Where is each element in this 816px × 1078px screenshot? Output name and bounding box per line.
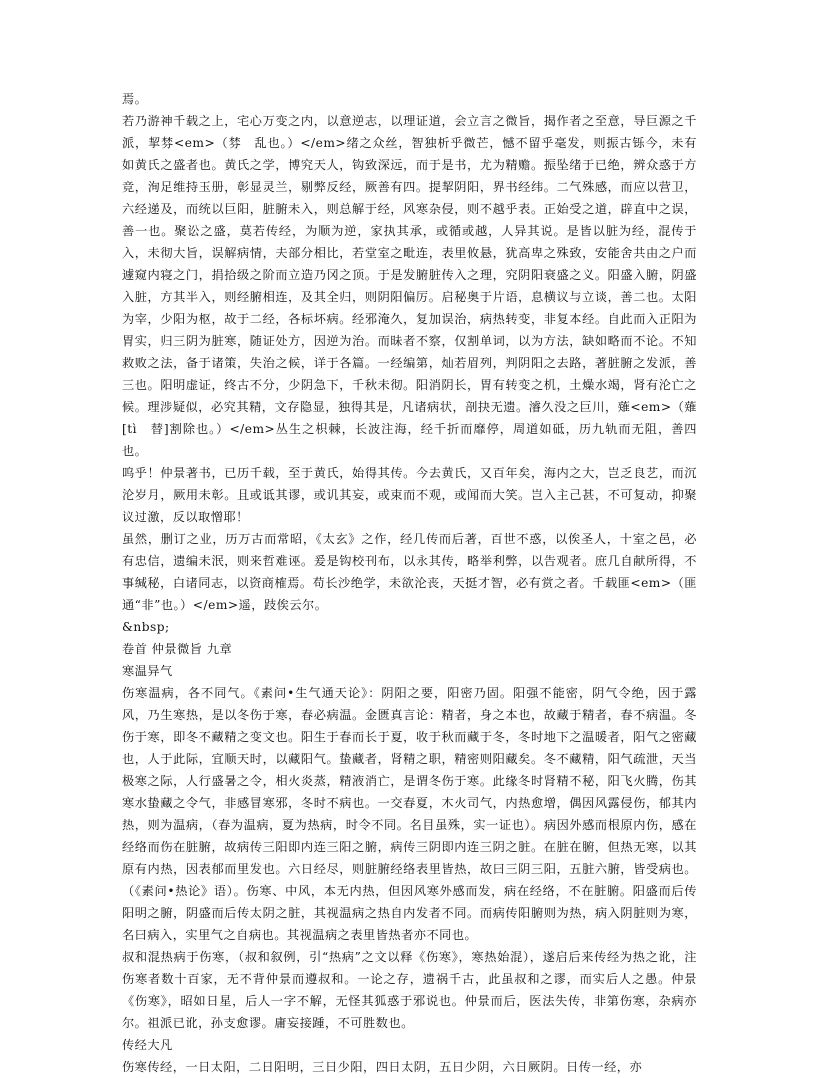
paragraph-3: 呜乎！仲景著书，已历千载，至于黄氏，始得其传。今去黄氏，又百年矣，海内之大，岂乏良艺，而沉沦岁月，厥用未彰。且或诋其谬，或讥其妄，或束而不观，或闻而大笑。岂入主己甚，不可复动，抑聚议过激，反以取憎耶！ — [122, 466, 697, 524]
section-heading-cold-warm: 寒温异气 — [122, 664, 173, 678]
paragraph-4: 虽然，删订之业，历万古而常昭，《太玄》之作，经几传而后著，百世不惑，以俟圣人，十室之邑，必有忠信，遗编未泯，则来哲难诬。爰是钩校刊布，以永其传，略举利弊，以告观者。庶几自献所得，不事缄秘，白诸同志，以资商榷焉。苟长沙绝学，未欲沦丧，天挺才智，必有赏之者。千载匪<em>（匪 通“非”也。）</em>遥，跂俟云尔。 — [122, 532, 710, 612]
chapter-title: 卷首 仲景微旨 九章 — [122, 642, 233, 656]
spacer-nbsp: &nbsp; — [122, 620, 170, 634]
section-heading-channel-transmission: 传经大凡 — [122, 1038, 173, 1052]
document-body — [122, 88, 710, 1078]
paragraph-channel-transmission: 伤寒传经，一日太阳，二日阳明，三日少阳，四日太阴，五日少阴，六日厥阴。日传一经，亦 — [122, 1060, 643, 1074]
paragraph-cold-warm-2: 叔和混热病于伤寒，（叔和叙例，引“热病”之文以释《伤寒》，寒热始混），遂启后来传经为热之讹，注伤寒者数十百家，无不背仲景而遵叔和。一论之存，遗祸千古，此虽叔和之谬，而实后人之愚。仲景《伤寒》，昭如日星，后人一字不解，无怪其狐惑于邪说也。仲景而后，医法失传，非第伤寒，杂病亦尔。祖派已讹，孙支愈谬。庸妄接踵，不可胜数也。 — [122, 950, 697, 1030]
paragraph-cold-warm-1: 伤寒温病，各不同气。《素问•生气通天论》：阴阳之要，阳密乃固。阳强不能密，阴气令绝，因于露风，乃生寒热，是以冬伤于寒，春必病温。金匮真言论：精者，身之本也，故藏于精者，春不病温。冬伤于寒，即冬不藏精之变文也。阳生于春而长于夏，收于秋而藏于冬，冬时地下之温暖者，阳气之密藏也，人于此际，宜顺天时，以藏阳气。蛰藏者，肾精之职，精密则阳藏矣。冬不藏精，阳气疏泄，天当极寒之际，人行盛暑之令，相火炎蒸，精液消亡，是谓冬伤于寒。此缘冬时肾精不秘，阳飞火腾，伤其寒水蛰藏之令气，非感冒寒邪，冬时不病也。一交春夏，木火司气，内热愈增，偶因风露侵伤，郁其内热，则为温病，（春为温病，夏为热病，时令不同。名目虽殊，实一证也）。病因外感而根原内伤，感在经络而伤在脏腑，故病传三阳即内连三阳之腑，病传三阴即内连三阴之脏。在脏在腑，但热无寒，以其原有内热，因表郁而里发也。六日经尽，则脏腑经络表里皆热，故曰三阴三阳，五脏六腑，皆受病也。（《素问•热论》语）。伤寒、中风，本无内热，但因风寒外感而发，病在经络，不在脏腑。阳盛而后传阳明之腑，阴盛而后传太阴之脏，其视温病之热自内发者不同。而病传阳腑则为热，病入阴脏则为寒，名曰病入，实里气之自病也。其视温病之表里皆热者亦不同也。 — [122, 686, 697, 942]
paragraph-1: 焉。 — [122, 92, 148, 106]
paragraph-2: 若乃游神千载之上，宅心万变之内，以意逆志，以理证道，会立言之微旨，揭作者之至意，导巨源之千派，挈棼<em>（棼 乱也。）</em>绪之众丝，智独析乎微芒，憾不留乎毫发，则振古铄今，未有如黄氏之盛者也。黄氏之学，博究天人，钩致深远，而于是书，尤为精赡。振坠绪于已绝，辨众惑于方竞，洵足维持玉册，彰显灵兰，剔弊反经，厥善有四。提挈阴阳，界书经纬。二气殊感，而应以营卫，六经递及，而统以巨阳，脏腑未入，则总解于经，风寒杂侵，则不越乎表。正始受之道，辟直中之误，善一也。聚讼之盛，莫若传经，为顺为逆，家执其承，或循或越，人异其说。是皆以脏为经，混传于入，未彻大旨，误解病情，夫部分相比，若堂室之毗连，表里攸悬，犹高卑之殊致，安能舍共由之户而遽窥内寝之门，捐拾级之阶而立造乃冈之顶。于是发腑脏传入之理，究阴阳衰盛之义。阳盛入腑，阴盛入脏，方其半入，则经腑相连，及其全归，则阴阳偏厉。启秘奥于片语，息横议与立谈，善二也。太阳为宰，少阳为枢，故于二经，各标坏病。经邪淹久，复加误治，病热转变，非复本经。自此而入正阳为胃实，归三阴为脏寒，随证处方，因逆为治。而昧者不察，仅割单词，以为方法，缺如略而不论。不知救败之法，备于诸策，失治之候，详于各篇。一经编第，灿若眉列，判阴阳之去路，著脏腑之发派，善三也。阳明虚证，终古不分，少阴急下，千秋未彻。阳消阴长，胃有转变之机，土燥水竭，肾有沦亡之候。理涉疑似，必究其精，文存隐显，独得其是，凡诸病状，剖抉无遗。濬久没之巨川，薙<em>（薙[tì 替]割除也。）</em>丛生之枳棘，长波注海，经千折而靡停，周道如砥，历九轨而无阻，善四也。 — [122, 114, 697, 458]
